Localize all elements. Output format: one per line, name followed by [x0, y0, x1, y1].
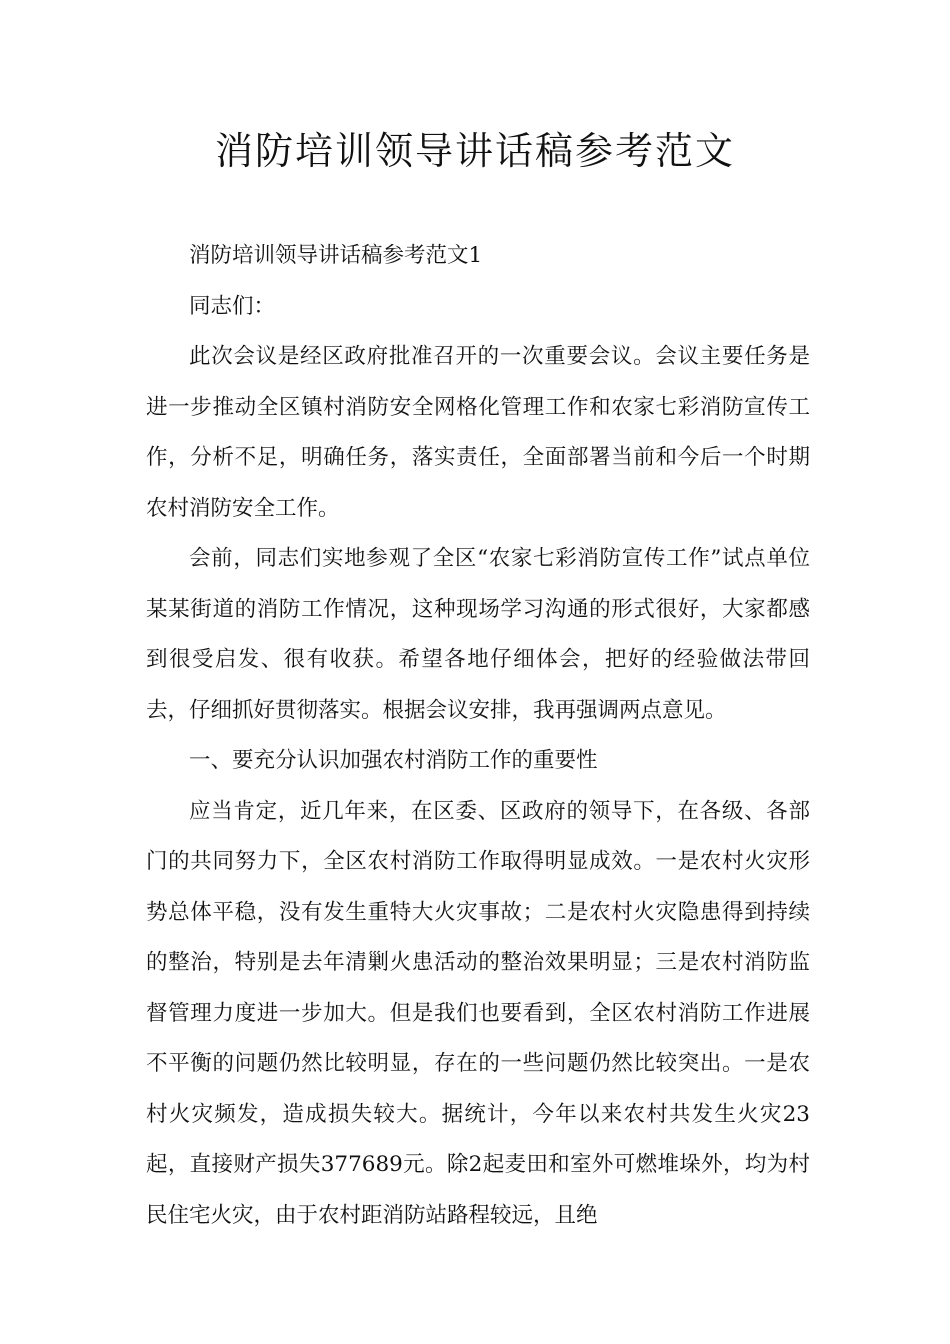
document-title: 消防培训领导讲话稿参考范文: [214, 129, 735, 173]
salutation-paragraph: 同志们：: [189, 293, 276, 319]
document-body: [146, 231, 810, 1241]
subtitle-paragraph: 消防培训领导讲话稿参考范文1: [189, 243, 483, 268]
body-paragraph: 会前，同志们实地参观了全区“农家七彩消防宣传工作”试点单位某某街道的消防工作情况，这种现场学习沟通的形式很好，大家都感到很受启发、很有收获。希望各地仔细体会，把好的经验做法带回去，仔细抓好贯彻落实。根据会议安排，我再强调两点意见。: [146, 546, 810, 723]
body-paragraph: 此次会议是经区政府批准召开的一次重要会议。会议主要任务是进一步推动全区镇村消防安全网格化管理工作和农家七彩消防宣传工作，分析不足，明确任务，落实责任，全面部署当前和今后一个时期农村消防安全工作。: [146, 344, 810, 521]
body-paragraph: 应当肯定，近几年来，在区委、区政府的领导下，在各级、各部门的共同努力下，全区农村消防工作取得明显成效。一是农村火灾形势总体平稳，没有发生重特大火灾事故；二是农村火灾隐患得到持续的整治，特别是去年清剿火患活动的整治效果明显；三是农村消防监督管理力度进一步加大。但是我们也要看到，全区农村消防工作进展不平衡的问题仍然比较明显，存在的一些问题仍然比较突出。一是农村火灾频发，造成损失较大。据统计，今年以来农村共发生火灾23起，直接财产损失377689元。除2起麦田和室外可燃堆垛外，均为村民住宅火灾，由于农村距消防站路程较远，且绝: [146, 798, 810, 1228]
section-heading: 一、要充分认识加强农村消防工作的重要性: [189, 748, 598, 773]
